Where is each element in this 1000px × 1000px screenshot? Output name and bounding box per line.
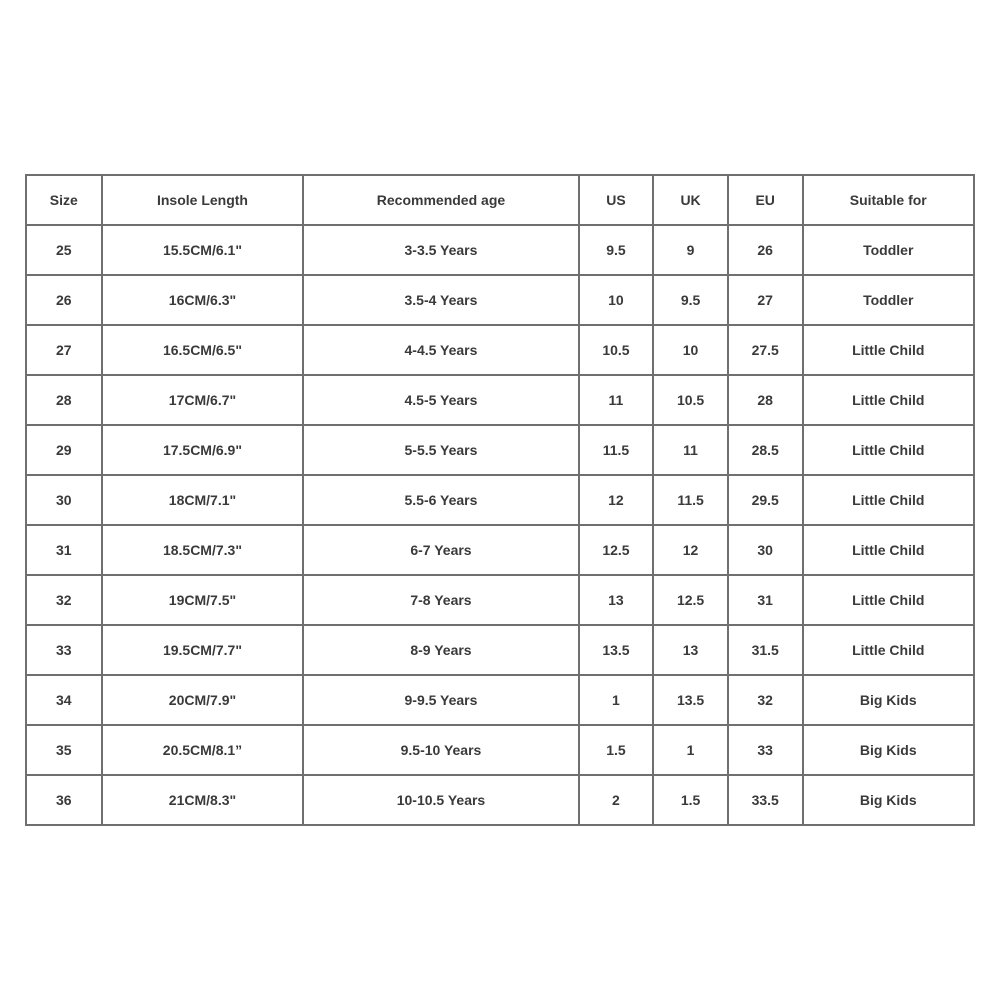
cell-uk: 1 (653, 725, 728, 775)
cell-us: 10.5 (579, 325, 654, 375)
cell-uk: 13.5 (653, 675, 728, 725)
cell-suitable-for: Little Child (803, 525, 975, 575)
cell-us: 9.5 (579, 225, 654, 275)
cell-insole-length: 16CM/6.3" (102, 275, 304, 325)
cell-insole-length: 19.5CM/7.7" (102, 625, 304, 675)
header-us: US (579, 175, 654, 225)
size-chart-table (25, 174, 975, 826)
cell-uk: 9 (653, 225, 728, 275)
table-row (26, 575, 974, 625)
cell-eu: 29.5 (728, 475, 803, 525)
cell-us: 12.5 (579, 525, 654, 575)
cell-eu: 28 (728, 375, 803, 425)
cell-uk: 10.5 (653, 375, 728, 425)
cell-us: 11.5 (579, 425, 654, 475)
cell-suitable-for: Little Child (803, 325, 975, 375)
cell-uk: 11 (653, 425, 728, 475)
table-row (26, 625, 974, 675)
header-eu: EU (728, 175, 803, 225)
cell-uk: 11.5 (653, 475, 728, 525)
cell-size: 36 (26, 775, 102, 825)
cell-size: 25 (26, 225, 102, 275)
cell-size: 28 (26, 375, 102, 425)
header-uk: UK (653, 175, 728, 225)
cell-insole-length: 20CM/7.9" (102, 675, 304, 725)
cell-insole-length: 17.5CM/6.9" (102, 425, 304, 475)
cell-suitable-for: Little Child (803, 475, 975, 525)
cell-us: 1.5 (579, 725, 654, 775)
cell-eu: 31 (728, 575, 803, 625)
cell-eu: 32 (728, 675, 803, 725)
table-row (26, 475, 974, 525)
cell-recommended-age: 5.5-6 Years (303, 475, 578, 525)
cell-us: 13 (579, 575, 654, 625)
cell-us: 12 (579, 475, 654, 525)
table-row (26, 325, 974, 375)
cell-suitable-for: Big Kids (803, 725, 975, 775)
cell-uk: 10 (653, 325, 728, 375)
cell-size: 29 (26, 425, 102, 475)
cell-size: 31 (26, 525, 102, 575)
cell-suitable-for: Toddler (803, 275, 975, 325)
cell-suitable-for: Toddler (803, 225, 975, 275)
header-row (26, 175, 974, 225)
cell-uk: 13 (653, 625, 728, 675)
table-row (26, 225, 974, 275)
cell-size: 34 (26, 675, 102, 725)
cell-insole-length: 16.5CM/6.5" (102, 325, 304, 375)
cell-uk: 1.5 (653, 775, 728, 825)
cell-eu: 26 (728, 225, 803, 275)
cell-size: 26 (26, 275, 102, 325)
cell-eu: 27.5 (728, 325, 803, 375)
cell-recommended-age: 4-4.5 Years (303, 325, 578, 375)
cell-recommended-age: 6-7 Years (303, 525, 578, 575)
cell-us: 13.5 (579, 625, 654, 675)
cell-uk: 12.5 (653, 575, 728, 625)
table-header (26, 175, 974, 225)
cell-size: 30 (26, 475, 102, 525)
cell-recommended-age: 9-9.5 Years (303, 675, 578, 725)
cell-eu: 33.5 (728, 775, 803, 825)
cell-suitable-for: Big Kids (803, 775, 975, 825)
cell-suitable-for: Big Kids (803, 675, 975, 725)
cell-recommended-age: 4.5-5 Years (303, 375, 578, 425)
cell-suitable-for: Little Child (803, 575, 975, 625)
cell-size: 33 (26, 625, 102, 675)
cell-us: 11 (579, 375, 654, 425)
cell-uk: 9.5 (653, 275, 728, 325)
header-insole-length: Insole Length (102, 175, 304, 225)
cell-size: 27 (26, 325, 102, 375)
cell-insole-length: 21CM/8.3" (102, 775, 304, 825)
cell-eu: 31.5 (728, 625, 803, 675)
table-row (26, 725, 974, 775)
cell-insole-length: 15.5CM/6.1" (102, 225, 304, 275)
cell-eu: 28.5 (728, 425, 803, 475)
cell-us: 1 (579, 675, 654, 725)
cell-recommended-age: 3-3.5 Years (303, 225, 578, 275)
cell-suitable-for: Little Child (803, 425, 975, 475)
cell-eu: 27 (728, 275, 803, 325)
cell-insole-length: 20.5CM/8.1” (102, 725, 304, 775)
cell-suitable-for: Little Child (803, 625, 975, 675)
cell-us: 10 (579, 275, 654, 325)
table-row (26, 675, 974, 725)
table-row (26, 775, 974, 825)
cell-size: 35 (26, 725, 102, 775)
table-row (26, 425, 974, 475)
cell-recommended-age: 5-5.5 Years (303, 425, 578, 475)
cell-recommended-age: 8-9 Years (303, 625, 578, 675)
cell-insole-length: 19CM/7.5" (102, 575, 304, 625)
header-size: Size (26, 175, 102, 225)
cell-recommended-age: 7-8 Years (303, 575, 578, 625)
cell-recommended-age: 9.5-10 Years (303, 725, 578, 775)
cell-eu: 30 (728, 525, 803, 575)
table-row (26, 525, 974, 575)
table-row (26, 275, 974, 325)
cell-us: 2 (579, 775, 654, 825)
cell-insole-length: 17CM/6.7" (102, 375, 304, 425)
cell-recommended-age: 3.5-4 Years (303, 275, 578, 325)
cell-uk: 12 (653, 525, 728, 575)
cell-insole-length: 18.5CM/7.3" (102, 525, 304, 575)
cell-insole-length: 18CM/7.1" (102, 475, 304, 525)
table-body (26, 225, 974, 825)
header-suitable-for: Suitable for (803, 175, 975, 225)
header-recommended-age: Recommended age (303, 175, 578, 225)
cell-size: 32 (26, 575, 102, 625)
cell-suitable-for: Little Child (803, 375, 975, 425)
table-row (26, 375, 974, 425)
cell-recommended-age: 10-10.5 Years (303, 775, 578, 825)
cell-eu: 33 (728, 725, 803, 775)
